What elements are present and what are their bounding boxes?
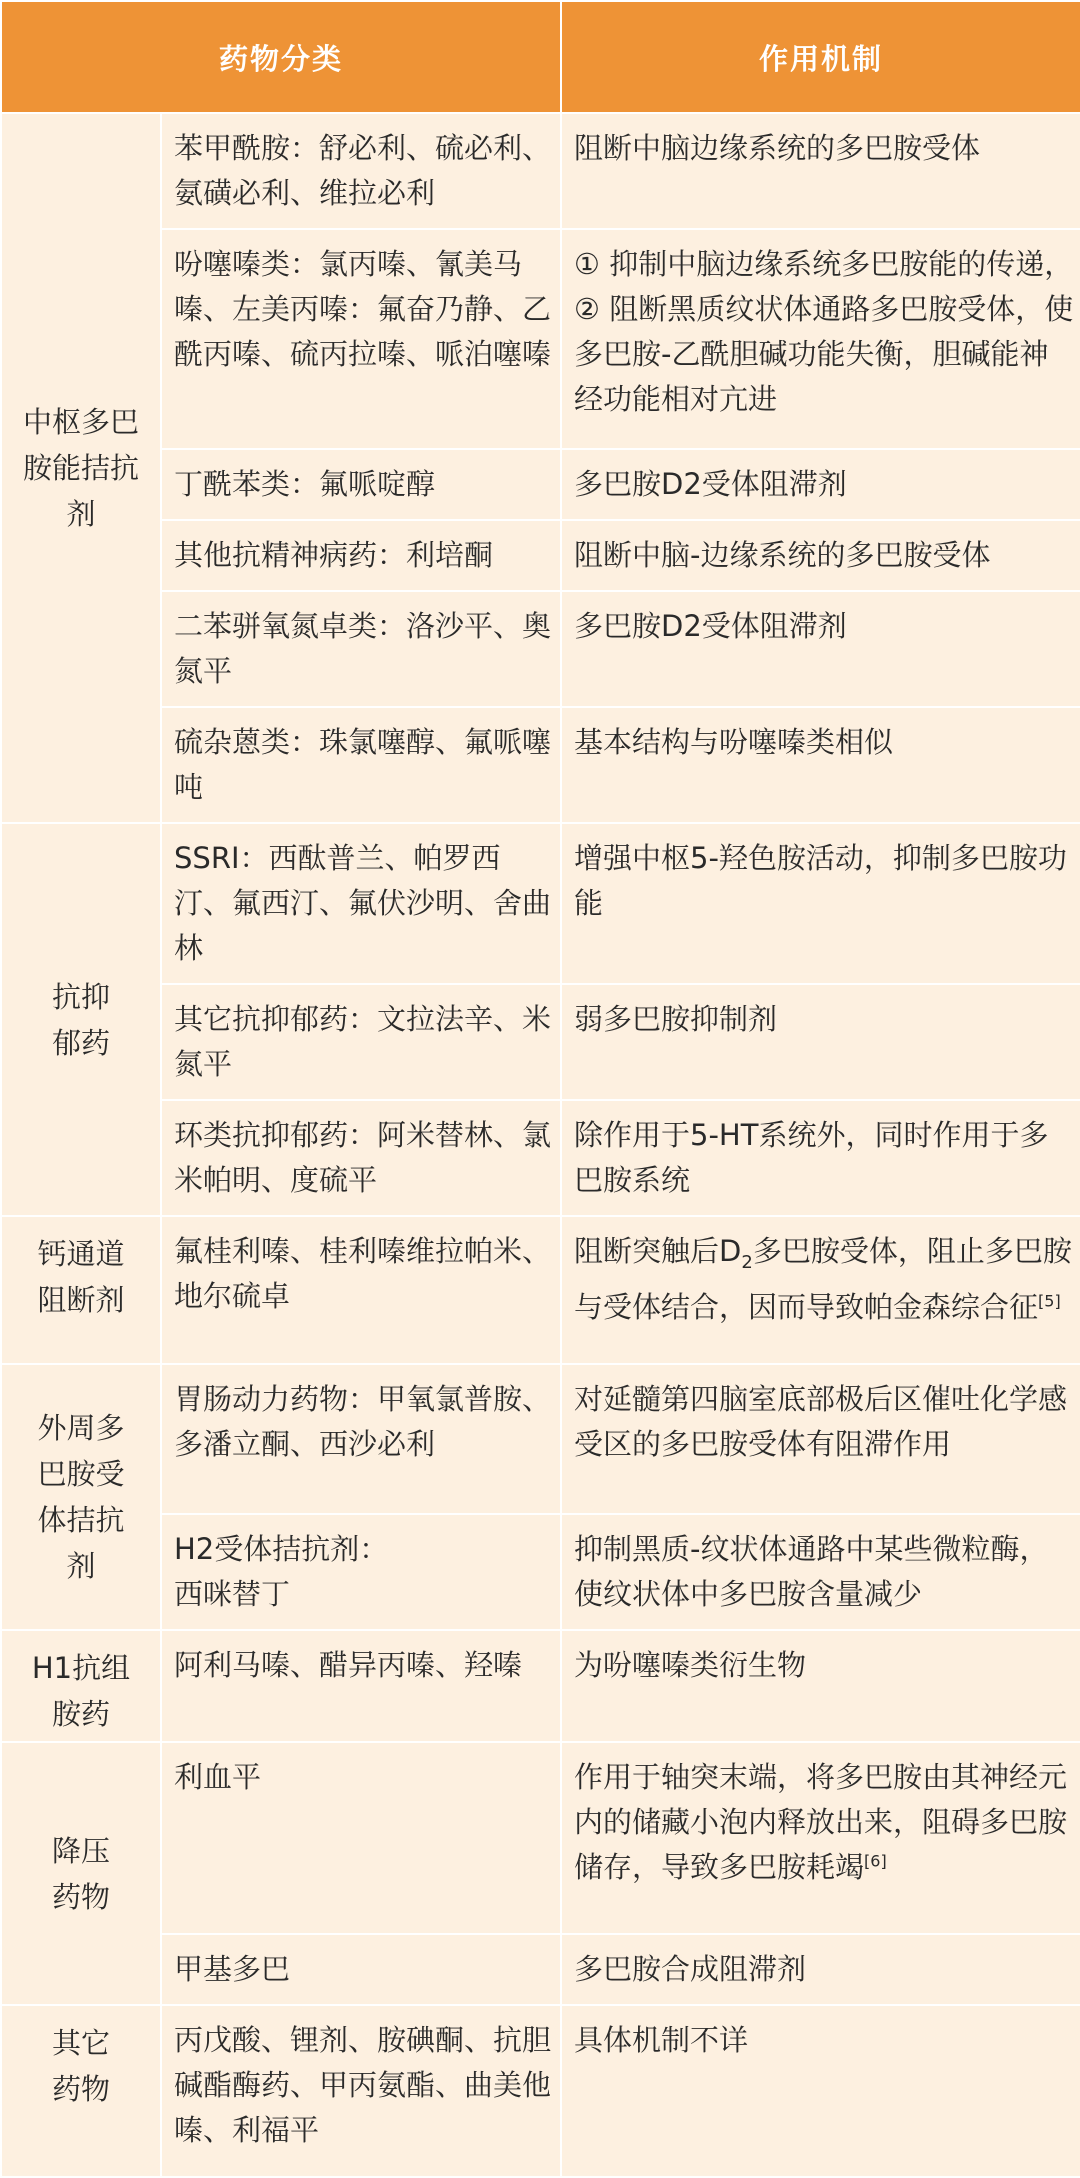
category-antidepressant: 抗抑郁药 bbox=[1, 823, 161, 1216]
mechanism-cell: 阻断中脑-边缘系统的多巴胺受体 bbox=[561, 520, 1080, 591]
drug-cell: 氟桂利嗪、桂利嗪维拉帕米、地尔硫卓 bbox=[161, 1216, 561, 1364]
mechanism-cell: 增强中枢5-羟色胺活动，抑制多巴胺功能 bbox=[561, 823, 1080, 984]
mechanism-text-b: 多巴胺受体，阻止多巴胺与受体结合，因而导致帕金森综合征 bbox=[574, 1234, 1072, 1324]
mechanism-cell: 具体机制不详 bbox=[561, 2005, 1080, 2177]
drug-cell: 胃肠动力药物：甲氧氯普胺、多潘立酮、西沙必利 bbox=[161, 1364, 561, 1514]
drug-cell: 硫杂蒽类：珠氯噻醇、氟哌噻吨 bbox=[161, 707, 561, 823]
mechanism-cell: 为吩噻嗪类衍生物 bbox=[561, 1630, 1080, 1742]
drug-cell: 利血平 bbox=[161, 1742, 561, 1934]
drug-cell: SSRI：西酞普兰、帕罗西汀、氟西汀、氟伏沙明、舍曲林 bbox=[161, 823, 561, 984]
table-row bbox=[1, 1514, 1080, 1630]
mechanism-cell: 阻断中脑边缘系统的多巴胺受体 bbox=[561, 113, 1080, 229]
mechanism-cell bbox=[561, 1742, 1080, 1934]
drug-text-b: 西咪替丁 bbox=[174, 1577, 291, 1611]
subscript-2: 2 bbox=[741, 1251, 753, 1273]
category-peripheral-dopamine-antagonist: 外周多巴胺受体拮抗剂 bbox=[1, 1364, 161, 1630]
table-header-row bbox=[1, 1, 1080, 113]
drug-cell: 其他抗精神病药：利培酮 bbox=[161, 520, 561, 591]
drug-cell: 环类抗抑郁药：阿米替林、氯米帕明、度硫平 bbox=[161, 1100, 561, 1216]
drug-text-a: H2受体拮抗剂： bbox=[174, 1532, 389, 1566]
table-row bbox=[1, 113, 1080, 229]
mechanism-cell bbox=[561, 1216, 1080, 1364]
table-row bbox=[1, 449, 1080, 520]
table-row bbox=[1, 707, 1080, 823]
category-cns: 中枢多巴胺能拮抗剂 bbox=[1, 113, 161, 823]
mechanism-text: 作用于轴突末端，将多巴胺由其神经元内的储藏小泡内释放出来，阻碍多巴胺储存，导致多巴胺耗竭 bbox=[574, 1760, 1068, 1884]
category-h1-antihistamine: H1抗组胺药 bbox=[1, 1630, 161, 1742]
mechanism-cell: 多巴胺D2受体阻滞剂 bbox=[561, 449, 1080, 520]
drug-cell: 二苯骈氧氮卓类：洛沙平、奥氮平 bbox=[161, 591, 561, 707]
table-row bbox=[1, 520, 1080, 591]
mechanism-cell: 基本结构与吩噻嗪类相似 bbox=[561, 707, 1080, 823]
mechanism-text-a: 阻断突触后D bbox=[574, 1234, 742, 1268]
header-mechanism: 作用机制 bbox=[561, 1, 1080, 113]
table-row bbox=[1, 1100, 1080, 1216]
mechanism-cell: 弱多巴胺抑制剂 bbox=[561, 984, 1080, 1100]
drug-cell: 吩噻嗪类：氯丙嗪、氰美马嗪、左美丙嗪：氟奋乃静、乙酰丙嗪、硫丙拉嗪、哌泊噻嗪 bbox=[161, 229, 561, 449]
table-row bbox=[1, 1742, 1080, 1934]
drug-cell: 阿利马嗪、醋异丙嗪、羟嗪 bbox=[161, 1630, 561, 1742]
drug-cell bbox=[161, 1514, 561, 1630]
table-row bbox=[1, 1934, 1080, 2005]
header-drug-class: 药物分类 bbox=[1, 1, 561, 113]
table-row bbox=[1, 1630, 1080, 1742]
table-row bbox=[1, 591, 1080, 707]
table-row bbox=[1, 1364, 1080, 1514]
category-calcium-channel-blocker: 钙通道阻断剂 bbox=[1, 1216, 161, 1364]
mechanism-cell: 多巴胺合成阻滞剂 bbox=[561, 1934, 1080, 2005]
mechanism-cell: 抑制黑质-纹状体通路中某些微粒酶，使纹状体中多巴胺含量减少 bbox=[561, 1514, 1080, 1630]
drug-cell: 丁酰苯类：氟哌啶醇 bbox=[161, 449, 561, 520]
table-row bbox=[1, 823, 1080, 984]
reference-6: [6] bbox=[864, 1851, 887, 1871]
category-other: 其它药物 bbox=[1, 2005, 161, 2177]
drug-cell: 丙戊酸、锂剂、胺碘酮、抗胆碱酯酶药、甲丙氨酯、曲美他嗪、利福平 bbox=[161, 2005, 561, 2177]
drug-cell: 其它抗抑郁药：文拉法辛、米氮平 bbox=[161, 984, 561, 1100]
drug-cell: 苯甲酰胺：舒必利、硫必利、氨磺必利、维拉必利 bbox=[161, 113, 561, 229]
table-row bbox=[1, 1216, 1080, 1364]
drug-cell: 甲基多巴 bbox=[161, 1934, 561, 2005]
category-antihypertensive: 降压药物 bbox=[1, 1742, 161, 2005]
mechanism-cell: 多巴胺D2受体阻滞剂 bbox=[561, 591, 1080, 707]
table-row bbox=[1, 984, 1080, 1100]
reference-5: [5] bbox=[1038, 1291, 1061, 1311]
mechanism-cell: 除作用于5-HT系统外，同时作用于多巴胺系统 bbox=[561, 1100, 1080, 1216]
mechanism-cell: ① 抑制中脑边缘系统多巴胺能的传递，② 阻断黑质纹状体通路多巴胺受体，使多巴胺-乙酰胆碱功能失衡，胆碱能神经功能相对亢进 bbox=[561, 229, 1080, 449]
table-row bbox=[1, 2005, 1080, 2177]
mechanism-cell: 对延髓第四脑室底部极后区催吐化学感受区的多巴胺受体有阻滞作用 bbox=[561, 1364, 1080, 1514]
table-row bbox=[1, 229, 1080, 449]
